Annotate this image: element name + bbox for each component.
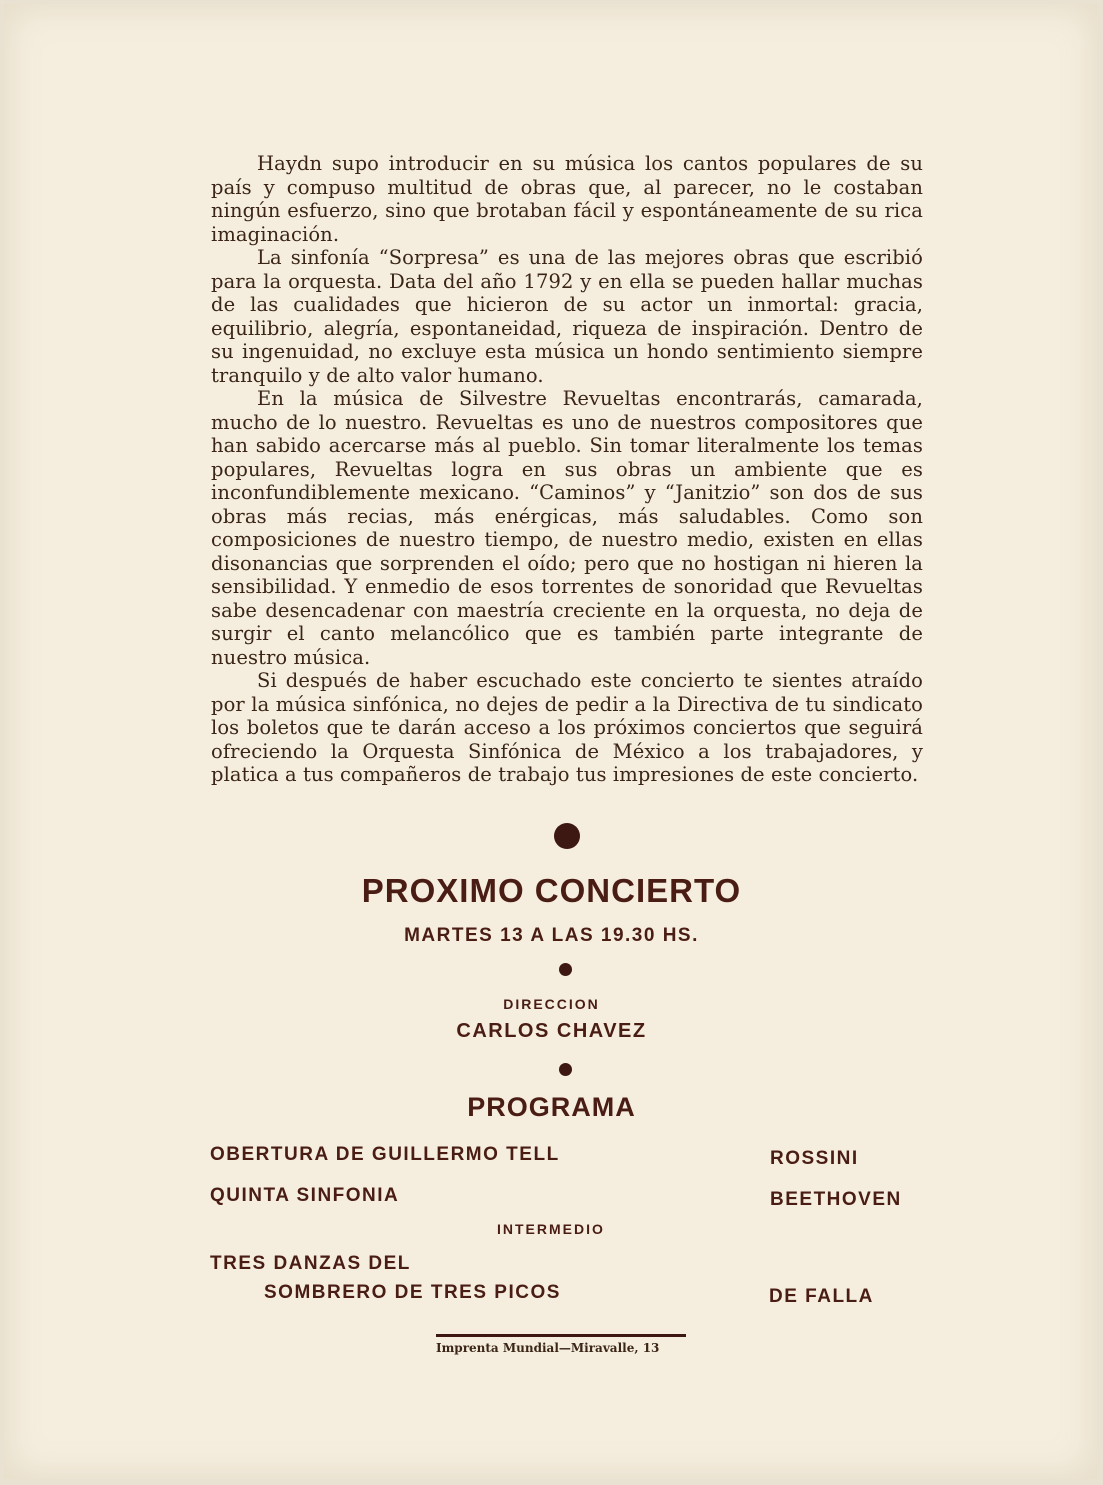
paragraph-sorpresa: La sinfonía “Sorpresa” es una de las mejores obras que escribió para la orquesta. Data del año 1792 y en ella se pueden hallar muchas de las cualidades que hicieron de su actor un inmortal: gracia, equilibrio, alegría, espontaneidad, riqueza de inspiración. Dentro de su ingenuidad, no excluye esta música un hondo sentimiento siempre tranquilo y de alto valor humano. xyxy=(211,246,923,387)
program-work-falla: TRES DANZAS DEL xyxy=(210,1253,411,1274)
program-composer-falla: DE FALLA xyxy=(769,1286,874,1307)
concert-date: MARTES 13 A LAS 19.30 HS. xyxy=(404,925,699,946)
imprint-rule xyxy=(436,1334,686,1337)
imprint: Imprenta Mundial—Miravalle, 13 xyxy=(436,1341,660,1355)
direction-label: DIRECCION xyxy=(503,996,600,1012)
program-composer-beethoven: BEETHOVEN xyxy=(770,1189,902,1210)
large-bullet-icon xyxy=(554,823,580,849)
program-work-beethoven: QUINTA SINFONIA xyxy=(210,1185,400,1206)
program-work-rossini: OBERTURA DE GUILLERMO TELL xyxy=(210,1144,560,1165)
bullet-icon xyxy=(559,1063,572,1076)
director-name: CARLOS CHAVEZ xyxy=(456,1020,647,1042)
paragraph-revueltas: En la música de Silvestre Revueltas encontrarás, camarada, mucho de lo nuestro. Revueltas es uno de nuestros compositores que han sabido acercarse más al pueblo. Sin tomar literalmente los temas populares, Revueltas logra en sus obras un ambiente que es inconfundiblemente mexicano. “Caminos” y “Janitzio” son dos de sus obras más recias, más enérgicas, más saludables. Como son composiciones de nuestro tiempo, de nuestro medio, existen en ellas disonancias que sorprenden el oído; pero que no hostigan ni hieren la sensibilidad. Y enmedio de esos torrentes de sonoridad que Revueltas sabe desencadenar con maestría creciente en la orquesta, no deja de surgir el canto melancólico que es también parte integrante de nuestro música. xyxy=(211,387,923,669)
program-composer-rossini: ROSSINI xyxy=(770,1148,859,1169)
program-heading: PROGRAMA xyxy=(467,1092,636,1122)
next-concert-heading: PROXIMO CONCIERTO xyxy=(361,872,742,909)
program-work-falla-line2: SOMBRERO DE TRES PICOS xyxy=(264,1282,561,1303)
paragraph-invitation: Si después de haber escuchado este concierto te sientes atraído por la música sinfónica, no dejes de pedir a la Directiva de tu sindicato los boletos que te darán acceso a los próximos conciertos que seguirá ofreciendo la Orquesta Sinfónica de México a los trabajadores, y platica a tus compañeros de trabajo tus impresiones de este concierto. xyxy=(211,669,923,786)
paragraph-haydn: Haydn supo introducir en su música los cantos populares de su país y compuso multitud de obras que, al parecer, no le costaban ningún esfuerzo, sino que brotaban fácil y espontáneamente de su rica imaginación. xyxy=(211,152,923,246)
body-text xyxy=(211,152,923,787)
intermission-label: INTERMEDIO xyxy=(497,1221,605,1237)
bullet-icon xyxy=(559,963,572,976)
